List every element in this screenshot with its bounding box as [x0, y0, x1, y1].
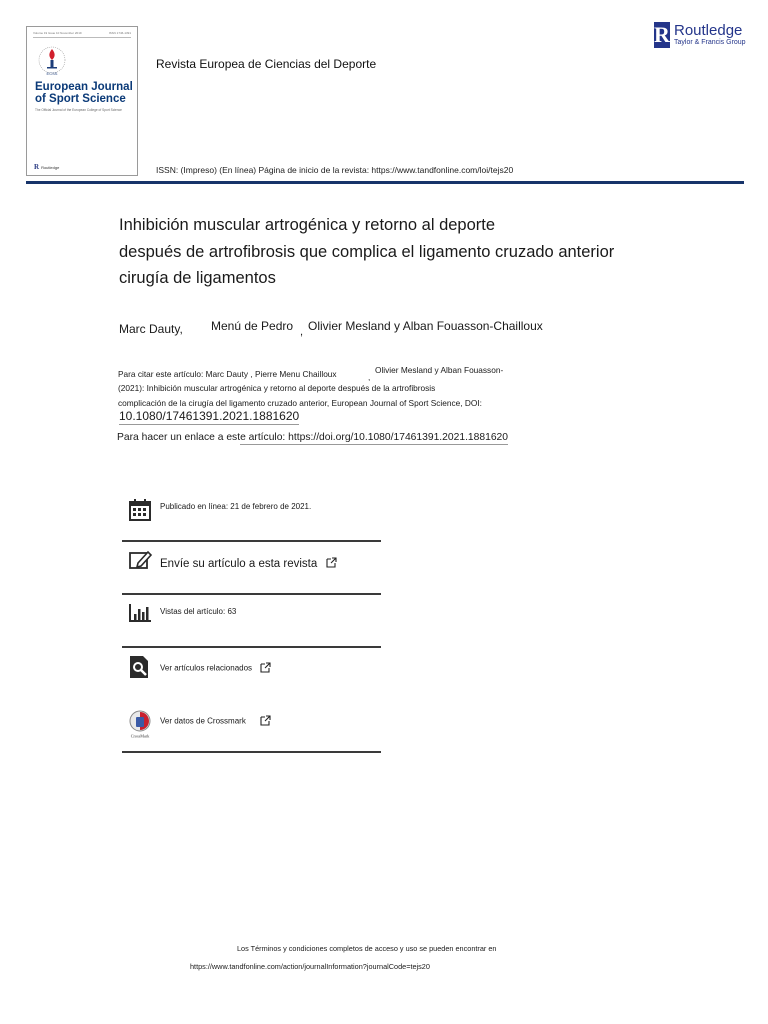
- crossmark-label: CrossMark: [130, 733, 150, 739]
- submit-article-link[interactable]: Envíe su artículo a esta revista: [160, 557, 337, 571]
- cover-publisher-logo: R Routledge: [34, 163, 60, 171]
- header-divider: [26, 181, 744, 184]
- published-date: Publicado en línea: 21 de febrero de 2021.: [160, 502, 312, 511]
- routledge-logo[interactable]: [654, 22, 746, 48]
- journal-name: Revista Europea de Ciencias del Deporte: [156, 57, 377, 71]
- article-views: Vistas del artículo: 63: [160, 607, 237, 616]
- citation-line: Para citar este artículo: Marc Dauty , Pierre Menu Chailloux: [118, 369, 337, 379]
- publisher-group: Taylor & Francis Group: [674, 39, 746, 46]
- routledge-r-icon: R: [654, 22, 670, 47]
- author-mesland-fouasson[interactable]: Olivier Mesland y Alban Fouasson-Chailloux: [308, 319, 543, 333]
- info-divider: [122, 751, 381, 753]
- crossmark-icon: [127, 709, 153, 739]
- cover-divider: [33, 37, 131, 38]
- doi-link[interactable]: 10.1080/17461391.2021.1881620: [119, 409, 300, 423]
- bar-chart-icon: [127, 600, 153, 626]
- article-title: [119, 212, 614, 292]
- journal-cover-thumbnail[interactable]: [26, 26, 138, 176]
- document-search-icon: [127, 654, 153, 680]
- citation-line: complicación de la cirugía del ligamento cruzado anterior, European Journal of Sport Science, DOI:: [118, 398, 482, 408]
- citation-line: Olivier Mesland y Alban Fouasson-: [375, 365, 504, 375]
- external-link-icon: [260, 715, 271, 728]
- article-doi-url[interactable]: e artículo: https://doi.org/10.1080/17461391.2021.1881620: [240, 432, 509, 443]
- article-link-prefix: Para hacer un enlace a est: [117, 432, 241, 443]
- title-line: Inhibición muscular artrogénica y retorno al deporte: [119, 216, 496, 234]
- footer-terms-text: Los Términos y condiciones completos de acceso y uso se pueden encontrar en: [237, 944, 497, 953]
- article-link-line: [117, 432, 508, 443]
- author-separator: ,: [300, 326, 304, 338]
- citation-separator: ,: [368, 372, 371, 382]
- crossmark-link[interactable]: Ver datos de Crossmark: [160, 715, 271, 728]
- routledge-r-icon: R: [34, 163, 40, 171]
- cover-title: European Journal of Sport Science: [35, 81, 133, 105]
- footer-terms-url[interactable]: https://www.tandfonline.com/action/journalInformation?journalCode=tejs20: [190, 962, 430, 971]
- issn-line[interactable]: ISSN: (Impreso) (En línea) Página de inicio de la revista: https://www.tandfonline.com/loi/tejs20: [156, 165, 514, 175]
- cover-issn: ISSN 1746-1391: [108, 31, 131, 35]
- title-line: cirugía de ligamentos: [119, 269, 276, 287]
- edit-icon: [127, 548, 153, 574]
- publisher-name: Routledge: [674, 22, 743, 39]
- author-marc-dauty[interactable]: Marc Dauty,: [119, 322, 183, 336]
- related-articles-link[interactable]: Ver artículos relacionados: [160, 662, 271, 675]
- info-divider: [122, 540, 381, 542]
- cover-emblem-text: ECSS: [46, 71, 58, 76]
- calendar-icon: [127, 497, 153, 523]
- external-link-icon: [326, 557, 337, 571]
- title-line: después de artrofibrosis que complica el ligamento cruzado anterior: [119, 242, 615, 261]
- ecss-emblem-icon: [37, 45, 67, 84]
- author-menu-de-pedro[interactable]: Menú de Pedro: [211, 319, 294, 333]
- cover-subtitle: The Official Journal of the European College of Sport Science: [35, 108, 122, 112]
- info-divider: [122, 646, 381, 648]
- external-link-icon: [260, 662, 271, 675]
- info-divider: [122, 593, 381, 595]
- cover-volume: Volume 19 Issue 10 November 2019: [33, 31, 82, 35]
- citation-line: (2021): Inhibición muscular artrogénica y retorno al deporte después de la artrofibrosis: [118, 383, 436, 393]
